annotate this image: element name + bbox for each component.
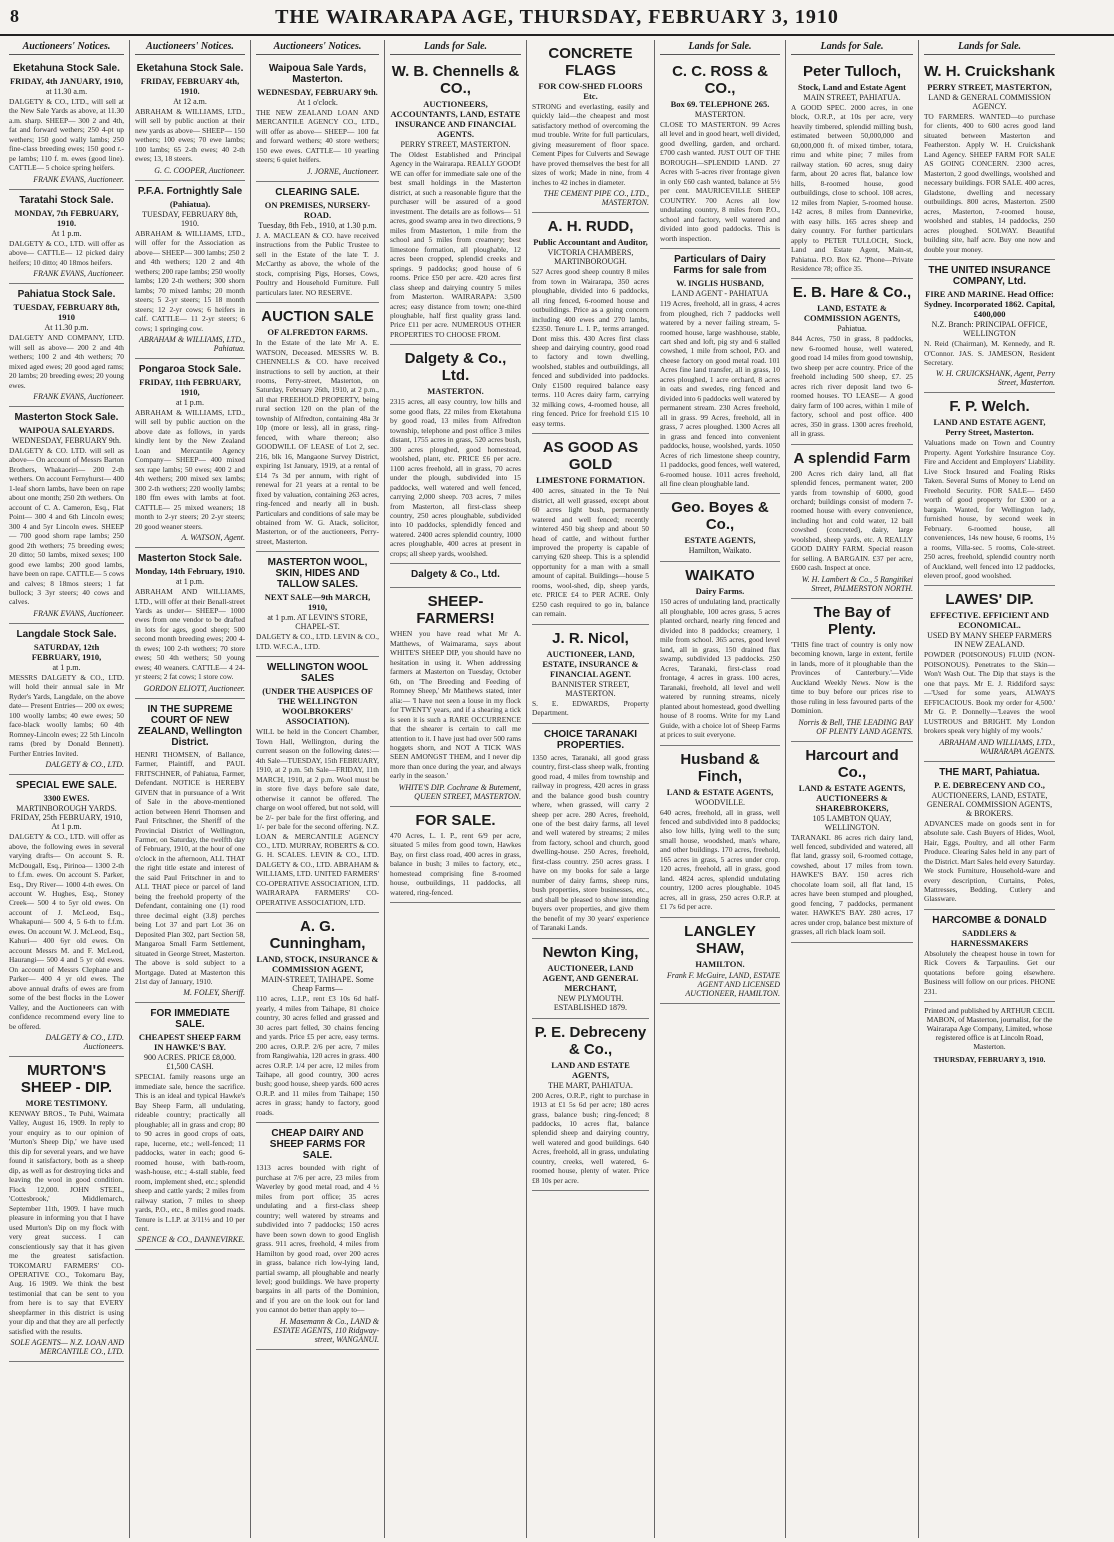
ad-title: Pahiatua Stock Sale. — [17, 289, 116, 301]
advertisement — [390, 564, 521, 588]
advertisement — [791, 279, 913, 444]
ad-body: 'THIS fine tract of country is only now becoming known, large in extent, fertile in lands, more of it ploughable than the Provinces of Canterbury.'—Vide Auckland Weekly News. Now is the time to buy before our prices rise to those ruling in less favoured parts of the Dominion. — [791, 639, 913, 716]
column-header: Auctioneers' Notices. — [9, 40, 124, 55]
advertisement — [924, 762, 1055, 910]
ad-subtitle: AUCTIONEER, LAND AGENT, AND GENERAL MERCHANT, — [542, 962, 639, 993]
ad-title: Dalgety & Co., Ltd. — [404, 350, 507, 385]
ad-body: DALGETY & CO., LTD. LEVIN & CO., LTD. W.F.C.A., LTD. — [256, 632, 379, 651]
column-header: Auctioneers' Notices. — [135, 40, 245, 55]
advertisement — [135, 58, 245, 181]
advertisement — [660, 746, 780, 918]
advertisement — [9, 190, 124, 284]
ad-title: Taratahi Stock Sale. — [19, 194, 114, 206]
ad-subtitle: LAND AND ESTATE AGENT, Perry Street, Masterton. — [933, 417, 1046, 438]
ad-body: In the Estate of the late Mr A. E. WATSON, Deceased. MESSRS W. B. CHENNELLS & CO. have received instructions to sell by auction, at their rooms, Perry-street, Masterton, on Saturday, February 26th, 1910, at 2 p.m., all that FREEHOLD PROPERTY, being rural section 120 on the plan of the township of Alfredton, containing 48a 3r 10p (more or less), all in grass, ring-fenced, with whare thereon; also GOODWILL OF LEASE of Lot 2, sec. 216, blk 16, Mangaone Survey District, expiring 1st January, 1919, at a rental of £14 7s 3d per annum, with right of renewal for 21 years at a rental to be fixed by valuation, containing 263 acres, ring-fenced and nearly all in bush. Particulars and conditions of sale may be obtained from W. G. Atack, solicitor, Masterton, or of the auctioneers, Perry-street, Masterton. — [256, 338, 379, 546]
ad-subtitle: LAND & ESTATE AGENTS, — [666, 786, 774, 797]
ad-body: DALGETY AND COMPANY, LTD. will sell as above— 200 2 and 4th wethers; 100 2 and 4th wethers; 70 mixed aged ewes; 20 good aged rams; 20 lambs; 20 breeding ewes; 20 young ewes. — [9, 333, 124, 390]
advertisement — [924, 586, 1055, 761]
ad-dateline: PERRY STREET, MASTERTON. — [400, 140, 511, 149]
ad-body: ABRAHAM & WILLIAMS, LTD., will offer for the Association as above— SHEEP— 300 lambs; 250 2 and 4th wethers; 120 2 and 4th wethers; 200 rape lambs; 250 woolly lambs; 120 2-th wethers; 300 shorn lambs; 70 mixed lambs; 20 month steers; 5 2-yr steers; 15 18 month steers; 12 2-yr cows; 6 heifers in calf. CATTLE— 11 2-yr steers; 6 cows; 1 springing cow. — [135, 228, 245, 333]
advertisement — [9, 58, 124, 190]
column-1 — [4, 40, 130, 1538]
ad-signature: GORDON ELIOTT, Auctioneer. — [143, 683, 245, 693]
ad-body: DALGETY & CO. LTD. will sell as above— On account of Messrs Barton Brothers, Whakaoriri— 200 2-th wethers. On account Fernyhurst— 400 1-leaf shorn lambs, have been on rape about one month; 250 2th wethers. On account of C. A. Cameron, Esq., Flat Point— 300 4 and 6th Lincoln ewes; 300 4 and 5yr Lincoln ewes. SHEEP— 700 good shorn rape lambs; 250 good 2th wethers; 75 breeding ewes; 20 ditto; 50 lambs, mixed sexes; 100 good ewe lambs; 200 good lambs, have been on rape. CATTLE— 5 cows and calves; 8 18mos steers; 1 fat bullock; 3 3yr steers; 40 cows and calves. — [9, 445, 124, 607]
ad-subtitle: Monday, 14th February, 1910. — [135, 566, 245, 577]
ad-signature: J. JORNE, Auctioneer. — [306, 166, 379, 176]
ad-body: N. Reid (Chairman), M. Kennedy, and R. O'Connor. JAS. S. JAMESON, Resident Secretary. — [924, 339, 1055, 367]
advertisement — [924, 260, 1055, 393]
column-header: Lands for Sale. — [660, 40, 780, 55]
ad-title: MURTON'S SHEEP - DIP. — [20, 1062, 113, 1096]
ad-title: FOR SALE. — [415, 811, 496, 829]
ad-body: 1313 acres bounded with right of purchase at 7/6 per acre, 23 miles from Waverley by good metal road, and 4 ½ miles from port office; 35 acres undulating and a first-class sheep country; well watered by streams and subdivided into 7 paddocks; 150 acres have been sown down to good English grass. 911 acres, freehold, 4 miles from Hamilton by good road, over 200 acres in grass, balance rich low-lying land, partial swamp, all ploughable and nearly level; good buildings. We have property bargains in all parts of the Dominion, and if you are on the look out for land you cannot do better than apply to— — [256, 1163, 379, 1315]
ad-body: HENRI THOMSEN, of Ballance, Farmer, Plaintiff, and PAUL FRITSCHNER, of Pahiatua, Farmer, Defendant. NOTICE is HEREBY GIVEN that in pursuance of a Writ of Sale in the above-mentioned action between Henri Thomsen and Paul Fritschner, the Sheriff of the Provincial District of Wellington, Farmer, on Saturday, the twelfth day of February, 1910, at the hour of one o'clock in the afternoon, ALL THAT the right title estate and interest of the said Paul Fritschner in and to ALL THAT piece or parcel of land being the freehold property of the Defendant, containing one (1) rood three decimal eight (3.8) perches being Lot 37 and part Lot 36 on Deposited Plan 302, part Section 58, Mangaroa Small Farm Settlement, situated in George Street, Masterton. The above is sold subject to a Mortgage. Dated at Masterton this 21st day of January, 1910. — [135, 749, 245, 986]
ad-title: A splendid Farm — [793, 449, 911, 467]
newspaper-columns — [4, 40, 1110, 1538]
ad-subtitle: SATURDAY, 12th FEBRUARY, 1910, — [31, 641, 102, 662]
ad-subtitle: Dairy Farms. — [695, 586, 745, 597]
advertisement — [924, 58, 1055, 260]
ad-subtitle: Public Accountant and Auditor, — [533, 237, 648, 248]
ad-dateline: at 11.30 a.m. — [45, 87, 88, 96]
ad-title: CLEARING SALE. — [275, 186, 360, 198]
ad-title: P.F.A. Fortnightly Sale — [137, 185, 243, 197]
advertisement — [256, 182, 379, 303]
ad-dateline: LAND AGENT - PAHIATUA — [671, 289, 769, 299]
ad-body: 2315 acres, all easy country, low hills and some good flats, 22 miles from Eketahuna by good road, 13 miles from Alfredton township, telephone and post office 3 miles distant, 1755 acres in grass, 520 acres bush, 300 acres ploughed, good homestead, woolshed, plant, etc. PRICE £6 per acre. 1100 acres freehold, all in grass, 70 acres under the plough, subdivided into 15 paddocks, well watered and well fenced, carrying 2,000 sheep. 703 acres, 7 miles from Masterton, all first-class sheep country, 250 acres ploughable, subdivided into 10 paddocks, splendidly fenced and watered. 2400 acres splendid country, 1000 acres ploughable, 400 acres at present in crops; all sheep yards, woolshed. — [390, 397, 521, 558]
ad-subtitle: ON PREMISES, NURSERY-ROAD. — [264, 199, 371, 220]
ad-body: 119 Acres, freehold, all in grass, 4 acres from ploughed, rich 7 paddocks well watered by a never failing stream, 5-roomed house, large washhouse, stable, cart shed and loft, pig sty and 6 stalled cowshed, 1 mile from school, P.O. and cheese factory on good metal road. 101 Acres fine land transfer, all in grass, 10 acres ploughed, 1 acre orchard, 8 acres in oats and swedes, ring fenced and divided into 6 paddocks well watered by permanent stream. 230 Acres freehold, all in grass. 99 Acres, freehold, all in grass, 7 acres ploughed. 1300 Acres all in grass and fenced into convenient paddocks, house, woolshed, yards. 1050 Acres of rich limestone sheep country, 11 paddocks, good fences, well watered, 6-roomed house. 1011 acres freehold, all fine clean ploughable land. — [660, 299, 780, 488]
ad-title: Waipoua Sale Yards, Masterton. — [268, 63, 367, 85]
advertisement — [390, 58, 521, 345]
ad-title: WAIKATO — [685, 567, 755, 585]
ad-body: ABRAHAM AND WILLIAMS, LTD., will offer at their Benall-street Yards as under— SHEEP— 1000 ewes from one vendor to be drafted in lots for ages, good sheep; 500 second month breeding ewes; 200 4-th ewes; 100 2-th wethers; 70 store ewes; 50 4th wethers; 50 young ewes; 40 weaners. CATTLE— 4 24-yr steers; 2 fat cows; 1 store cow. — [135, 587, 245, 682]
ad-title: WELLINGTON WOOL SALES — [267, 662, 368, 685]
advertisement — [135, 699, 245, 1004]
ad-body: MESSRS DALGETY & CO., LTD. will hold their annual sale in Mr Ryder's Yards, Langdale, on the above date— Present Entries— 200 ox ewes; 100 woolly lambs; 40 ewe ewes; 50 face-black woolly lambs; 60 4th Romney-Lincoln ewes; 22 5th Lincoln rams (bred by Donald Bennett). Further Entries Invited. — [9, 672, 124, 758]
ad-subtitle: LAND, STOCK, INSURANCE & COMMISSION AGENT, — [256, 954, 379, 975]
ad-body: POWDER (POISONOUS) FLUID (NON-POISONOUS). Penetrates to the Skin—Won't Wash Out. The Dip that stays is the one that pays. Mr E. J. Riddiford says:—'Used for some years, ALWAYS EFFICACIOUS. Book my order for 4,500.' Mr G. P. Donnelly—'Leaves the wool LUSTROUS and BRIGHT. My London brokers speak very highly of my wools.' — [924, 650, 1055, 736]
ad-dateline: Pahiatua. — [837, 324, 867, 334]
ad-signature: DALGETY & CO., LTD. — [45, 760, 124, 770]
ad-body: 844 Acres, 750 in grass, 8 paddocks, new 6-roomed house, well watered, good road 14 miles from good township, two sheep per acre country. Price of the freehold including 500 sheep, £7. 25 acres rich river deposit land two 6-roomed houses. TO LEASE— A good dairy farm of 100 acres, within 1 mile of factory, school and post office. 400 acres, 350 in grass. 1300 acres freehold, all in grass. — [791, 334, 913, 439]
advertisement — [924, 393, 1055, 586]
ad-title: CONCRETE FLAGS — [548, 45, 633, 79]
ad-body: 200 Acres, O.R.P., right to purchase in 1913 at £1 5s 6d per acre; 180 acres grass, balance bush; ring-fenced; 8 paddocks, 10 acres flat, balance splendid sheep and dairying country, well watered and good buildings. 640 Acres, freehold, all in grass, undulating country, creeks, well watered, 6-roomed house, plenty of water. Price £8 10s per acre. — [532, 1090, 649, 1185]
ad-body: 527 Acres good sheep country 8 miles from town in Wairarapa, 350 acres ploughable, divided into 6 paddocks, all ring fenced, 6-roomed house and outbuildings. Price as a going concern including 400 ewes and 270 lambs, £2350. Tenure L. I. P., terms arranged. Dont miss this. 430 Acres first class sheep and dairying country, good road to factory and town dwelling, woolshed, stables and outbuildings, all fenced and subdivided into paddocks. Only £1500 required balance easy terms. 110 Acres dairy farm, carrying 32 milking cows, 4-roomed house, all ring fenced. Price for freehold £15 10 easy terms. — [532, 267, 649, 428]
ad-title: Newton King, — [542, 943, 639, 961]
ad-dateline: 105 LAMBTON QUAY, WELLINGTON. — [812, 813, 892, 832]
advertisement — [256, 913, 379, 1123]
advertisement — [390, 807, 521, 903]
advertisement — [9, 284, 124, 407]
ad-subtitle: (Pahiatua). — [169, 198, 211, 209]
advertisement — [791, 742, 913, 943]
ad-title: Pongaroa Stock Sale. — [138, 363, 242, 375]
ad-title: P. E. Debreceny & Co., — [534, 1023, 647, 1058]
advertisement — [660, 562, 780, 745]
advertisement — [924, 910, 1055, 1002]
ad-dateline: at 1 p.m. — [176, 577, 204, 587]
ad-subtitle: LAND AND ESTATE AGENTS, — [551, 1059, 630, 1080]
advertisement — [256, 657, 379, 913]
ad-signature: FRANK EVANS, Auctioneer. — [33, 174, 124, 184]
ad-dateline: Tuesday, 8th Feb., 1910, at 1.30 p.m. — [258, 220, 377, 230]
ad-dateline: At 11.30 p.m. — [44, 323, 89, 333]
ad-signature: DALGETY & CO., LTD. Auctioneers. — [45, 1033, 124, 1051]
footer-date: THURSDAY, FEBRUARY 3, 1910. — [933, 1055, 1046, 1065]
ad-dateline: USED BY MANY SHEEP FARMERS IN NEW ZEALAND. — [927, 631, 1052, 650]
ad-title: CHEAP DAIRY AND SHEEP FARMS FOR SALE. — [269, 1128, 366, 1162]
ad-signature: Norris & Bell, THE LEADING BAY OF PLENTY LAND AGENTS. — [798, 717, 913, 736]
ad-dateline: MAIN STREET, PAHIATUA. — [803, 93, 901, 102]
advertisement — [9, 1057, 124, 1362]
advertisement — [135, 181, 245, 359]
ad-signature: SPENCE & CO., DANNEVIRKE. — [137, 1235, 245, 1245]
ad-title: Langdale Stock Sale. — [16, 628, 117, 640]
advertisement — [256, 58, 379, 182]
ad-title: Masterton Stock Sale. — [14, 411, 119, 423]
ad-title: THE MART, Pahiatua. — [939, 766, 1040, 778]
advertisement — [390, 345, 521, 564]
ad-body: A GOOD SPEC. 2000 acres, in one block, O.R.P., at 10s per acre, very heavily timbered, splendid milling bush, estimated between 50,000,000 and 60,000,000 ft. of mixed timber, totara, rimu and white pine; 7 miles from railway station. 60 acres, snug dairy farm, about 20 acres flat, balance low hills, 8-roomed house, good outbuildings, close to school. 108 acres, 12 miles from Napier, 5-roomed house. 142 acres, 8 miles from Dannevirke, with easy hills. 165 acres sheep and dairy country. For further particulars apply to PETER TULLOCH, Stock, Land and Estate Agent, Main-st, Pahiatua. P.O. Box 62. 'Phone—Private Residence 78; office 35. — [791, 103, 913, 273]
ad-subtitle: Box 69. TELEPHONE 265. — [670, 99, 770, 109]
ad-signature: FRANK EVANS, Auctioneer. — [33, 269, 124, 279]
ad-signature: SOLE AGENTS— N.Z. LOAN AND MERCANTILE CO., LTD. — [10, 1338, 124, 1357]
column-6 — [655, 40, 786, 1538]
ad-title: LAWES' DIP. — [945, 591, 1034, 609]
ad-signature: FRANK EVANS, Auctioneer. — [33, 608, 124, 618]
advertisement — [532, 625, 649, 724]
advertisement — [791, 445, 913, 599]
ad-title: LANGLEY SHAW, — [684, 922, 756, 957]
ad-subtitle: FRIDAY, 4th JANUARY, 1910, — [9, 76, 124, 86]
ad-subtitle: AUCTIONEERS, ACCOUNTANTS, LAND, ESTATE INSURANCE AND FINANCIAL AGENTS. — [390, 99, 521, 139]
ad-body: S. E. EDWARDS, Property Department. — [532, 698, 649, 718]
ad-subtitle: CHEAPEST SHEEP FARM IN HAWKE'S BAY. — [138, 1032, 242, 1053]
ad-body: KENWAY BROS., Te Puhi, Waimata Valley, August 16, 1909. In reply to your enquiry as to our opinion of 'Murton's Sheep Dip,' we have used this dip for several years, and we have found it satisfactory, both as a sheep dip, as well as for destroying ticks and leaving the wool in good condition. Flock 12,000. JOHN STEEL, 'Cottesbrook,' Middlemarch, September 11th, 1909. I have much pleasure in informing you that I have used Murton's Dip on my flock with very great success. I can conscientiously say that it has given me the greatest satisfaction. TOKOMARU FARMERS' CO-OPERATIVE CO., Tokomaru Bay, Aug. 16 1909. We think the best testimonial that can be sent to you from here is to say that EVERY sheepfarmer in this district is using your dip and that they are all perfectly satisfied with the results. — [9, 1109, 124, 1336]
ad-signature: W. H. CRUICKSHANK, Agent, Perry Street, Masterton. — [935, 369, 1055, 388]
ad-dateline: at 1 p.m. AT LEVIN'S STORE, CHAPEL-ST. — [267, 613, 368, 632]
ad-subtitle: LAND & ESTATE AGENTS, AUCTIONEERS & SHAREBROKERS, — [798, 782, 906, 813]
ad-subtitle: MASTERTON. — [427, 386, 484, 397]
ad-title: C. C. ROSS & CO., — [672, 63, 768, 97]
ad-subtitle: 3300 EWES. — [43, 793, 90, 804]
advertisement — [532, 213, 649, 434]
ad-subtitle: WAIPOUA SALEYARDS. — [18, 424, 115, 435]
ad-subtitle: NEXT SALE—9th MARCH, 1910, — [264, 592, 371, 613]
column-3 — [251, 40, 385, 1538]
advertisement — [9, 407, 124, 624]
ad-body: TARANAKI. 86 acres rich dairy land, well fenced, subdivided and watered, all flat land, grassy soil, 6-roomed cottage, cowshed, about 17 miles from town. HAWKE'S BAY. 150 acres rich chocolate loam soil, all flat land, 15 acres have been stumped and ploughed, good fencing, 7 paddocks, permanent water. HAWKE'S BAY. 280 acres, 17 acres under crop, balance best mixture of grasses, all rich black loam soil. — [791, 832, 913, 937]
advertisement — [256, 303, 379, 552]
column-header: Lands for Sale. — [924, 40, 1055, 55]
ad-title: Geo. Boyes & Co., — [671, 499, 769, 534]
ad-body: DALGETY & CO., LTD. will offer as above, the following ewes in several varying drafts— On account S. R. McDougall, Esq., Pirinoa— 1300 2-th to f.f.m. ewes. On account S. Parker, Esq., Dry River— 1000 4-th ewes. On account W. Hughes, Esq., Stoney Creek— 500 4 to 5yr old ewes. On account of J. McLeod, Esq., Whakapuni— 500 4, 5 6-th to f.f.m. ewes. On account W. J. McLeod, Esq., Kahuri— 400 6yr old ewes. On account Messrs M. and F. McLeod, Haurangi— 500 4 and 5 yr old ewes. On account of Messrs Clephane and Parker— 400 4 yr old ewes. The above annual drafts of ewes are from some of the best flocks in the Lower Valley, and the Auctioneers can with confidence recommend every line to be offered. — [9, 832, 124, 1031]
ad-body: ADVANCES made on goods sent in for absolute sale. Cash Buyers of Hides, Wool, Hair, Eggs, Poultry, and all other Farm Produce. Clearing Sales held in any part of the District. Mart Sales held every Saturday. We stock Furniture, Household-ware and every description, Curtains, Poles, Mattresses, Bedding, Cutlery and Glassware. — [924, 818, 1055, 904]
ad-body: J. A. MACLEAN & CO. have received instructions from the Public Trustee to sell in the Estate of the late T. J. McCarthy as above, the whole of the stock, comprising Pigs, Horses, Cows, Poultry and Household Furniture. Full particulars later. NO RESERVE. — [256, 230, 379, 297]
ad-signature: THE CEMENT PIPE CO., LTD., MASTERTON. — [543, 189, 649, 208]
ad-body: 640 acres, freehold, all in grass, well fenced and subdivided into 8 paddocks; also low hills, lying well to the sun; small house, woodshed, man's whare, and other buildings. 170 acres, freehold, 165 acres in grass, 5 acres under crop. 120 acres, freehold, all in grass, good land. 4824 acres, splendid undulating country, 1200 acres ploughable. 1045 acres, all in grass, 250 acres O.R.P. at £1 7s 6d per acre. — [660, 807, 780, 912]
advertisement — [135, 548, 245, 699]
advertisement — [660, 58, 780, 249]
ad-signature: WHITE'S DIP. Cochrane & Butement, QUEEN STREET, MASTERTON. — [398, 782, 521, 801]
ad-dateline: MASTERTON. — [694, 110, 746, 119]
ad-dateline: At 12 a.m. — [173, 97, 207, 106]
advertisement — [9, 775, 124, 1057]
ad-dateline: THE MART, PAHIATUA. — [548, 1080, 633, 1090]
ad-subtitle: MORE TESTIMONY. — [25, 1098, 108, 1108]
column-header: Lands for Sale. — [390, 40, 521, 55]
ad-body: DALGETY & CO., LTD. will offer as above— CATTLE— 12 picked dairy heifers; 10 ditto; 40 18mos heifers. — [9, 238, 124, 267]
masthead — [0, 0, 1114, 36]
ad-title: The Bay of Plenty. — [813, 603, 891, 638]
ad-title: AS GOOD AS GOLD — [542, 439, 639, 474]
ad-subtitle: FOR COW-SHED FLOORS Etc. — [538, 81, 643, 101]
ad-title: Eketahuna Stock Sale. — [136, 63, 244, 74]
ad-title: FOR IMMEDIATE SALE. — [150, 1008, 230, 1031]
ad-subtitle: OF ALFREDTON FARMS. — [267, 327, 368, 338]
column-8 — [919, 40, 1060, 1538]
ad-signature: Frank F. McGuire, LAND, ESTATE AGENT AND LICENSED AUCTIONEER, HAMILTON. — [666, 970, 780, 998]
advertisement — [532, 939, 649, 1019]
ad-subtitle: FIRE AND MARINE. Head Office: Sydney. Incorporated 1862. Capital, £400,000 — [924, 289, 1055, 320]
ad-body: 200 Acres rich dairy land, all flat splendid fences, permanent water, 200 yards from township of 6000, good orchard; buildings consist of modern 7-roomed house with every convenience, including hot and cold water, 12 bail cowshed (concreted), dairy, large woolshed, sheep yards, etc. A REALLY GOOD DAIRY FARM. Special reason for selling. A BARGAIN. £37 per acre, £600 cash. Inspect at once. — [791, 468, 913, 573]
ad-body: 1350 acres, Taranaki, all good grass country, first-class sheep walk, fronting good road, 4 miles from township and railway in progress, 420 acres in grass and the balance good bush country where, when grassed, will carry 2 sheep per acre. 280 Acres, freehold, one of the best dairy farms, all level and well watered by streams; 2 miles from factory, school and church, good dwelling-house. 250 Acres, freehold, first-class country. 250 acres grass. I have on my books for sale a large number of dairy farms, sheep runs, bush properties, store businesses, etc., and shall be pleased to show intending buyers over properties, and give them the benefit of my 30 years' experience of Taranaki Lands. — [532, 752, 649, 933]
ad-subtitle: FRIDAY, FEBRUARY 4th, 1910. — [140, 76, 240, 96]
advertisement — [791, 599, 913, 742]
ad-title: A. G. Cunningham, — [269, 918, 366, 953]
ad-title: SHEEP-FARMERS! — [416, 593, 495, 628]
ad-dateline: at 1 p.m. — [52, 662, 81, 672]
advertisement — [532, 1019, 649, 1192]
ad-body: Absolutely the cheapest house in town for Rick Covers & Tarpaulins. Get our quotations before going elsewhere. Business will follow on our prices. PHONE 231. — [924, 948, 1055, 996]
ad-dateline: TUESDAY, FEBRUARY 8th, 1910. — [142, 209, 238, 228]
ad-dateline: WOODVILLE. — [695, 797, 745, 807]
ad-dateline: at 1 p.m. — [176, 397, 204, 407]
advertisement — [532, 724, 649, 939]
ad-dateline: WEDNESDAY, FEBRUARY 9th. — [11, 435, 122, 445]
ad-title: W. H. Cruickshank — [924, 63, 1055, 80]
ad-title: W. B. Chennells & CO., — [391, 63, 520, 97]
advertisement — [532, 40, 649, 213]
ad-dateline: At 1 o'clock. — [297, 98, 338, 107]
ad-signature: ABRAHAM AND WILLIAMS, LTD., WAIRARAPA AGENTS. — [939, 737, 1055, 756]
ad-subtitle: WEDNESDAY, FEBRUARY 9th. — [257, 87, 378, 97]
ad-title: Eketahuna Stock Sale. — [13, 63, 120, 74]
advertisement — [791, 58, 913, 279]
ad-body: ABRAHAM & WILLIAMS, LTD., will sell by public auction on the above date as follows, in yards kindly lent by the New Zealand Loan and Mercantile Agency Company— SHEEP— 400 mixed sex rape lambs; 50 ewes; 400 2 and 4th wethers; 200 mixed sex lambs; 300 2-th wethers; 220 woolly lambs; 180 ffm ewes with lambs at foot. CATTLE— 25 mixed weaners; 18 month to 2-yr steers; 20 2-yr steers; 20 good weaner steers. — [135, 407, 245, 531]
ad-dateline: N.Z. Branch: PRINCIPAL OFFICE, WELLINGTON — [931, 320, 1048, 339]
ad-title: HARCOMBE & DONALD — [932, 914, 1047, 926]
ad-title: AUCTION SALE — [261, 308, 374, 326]
ad-subtitle: FRIDAY, 11th FEBRUARY, 1910, — [139, 376, 241, 397]
advertisement — [256, 552, 379, 657]
column-header: Lands for Sale. — [791, 40, 913, 55]
ad-title: Masterton Stock Sale. — [138, 553, 242, 565]
imprint: Printed and published by ARTHUR CECIL MABON, of Masterton, journalist, for the Wairarapa Age Company, Limited, whose registered office is at Lincoln Road, Masterton. — [924, 1006, 1055, 1052]
ad-body: THE NEW ZEALAND LOAN AND MERCANTILE AGENCY CO., LTD., will offer as above— SHEEP— 100 fat and forward wethers; 40 store wethers; 150 ewe ewes. CATTLE— 10 yearling steers; 6 quiet heifers. — [256, 108, 379, 165]
ad-subtitle: W. INGLIS HUSBAND, — [676, 278, 764, 289]
advertisement — [135, 1003, 245, 1250]
ad-subtitle: EFFECTIVE. EFFICIENT AND ECONOMICAL. — [929, 610, 1050, 631]
ad-signature: ABRAHAM & WILLIAMS, LTD., Pahiatua. — [138, 334, 245, 353]
ad-body: The Oldest Established and Principal Agency in the Wairarapa. REALLY GOOD! WE can offer for immediate sale one of the best small holdings in the Masterton district, at such a reasonable figure that the purchaser will be assured of a good investment. The details are as follows— 51 acres, good swamp area in two directions, 9 miles from Masterton, 1 mile from the school and 5 miles from creamery; best limestone formation, all ploughable, 12 acres been cropped, splendid creeks and springs. 9 paddocks; good house of 6 rooms. Price £50 per acre. 420 acres first class sheep and dairying country 5 miles from Masterton. WAIRARAPA: 3,500 acres; easy distance from town; one-third ploughable, half first quality grass land. Price £11 per acre. NUMEROUS OTHER PROPERTIES TO CHOOSE FROM. — [390, 150, 521, 339]
ad-dateline: At 1 p.m. — [51, 228, 82, 238]
ad-body: Valuations made on Town and Country Property. Agent Yorkshire Insurance Coy. Fire and Accident and Employers' Liability. Live Stock Insured and Foaling Risks Taken. Several Sums of Money to Lend on Freehold Security. FOR SALE— £450 worth of good property for £300 or a bargain. Wanted, for Wellington lady, furnished house, by second week in February. 6-roomed house, all conveniences, 14s new house, 6 rooms, 1½ a rooms, Villa-sec. 5 rooms, Cole-street. 250 acres, freehold, splendid country north of Auckland, well fenced into 12 paddocks, eleven proof, good woolshed. — [924, 438, 1055, 580]
ad-body: CLOSE TO MASTERTON. 99 Acres all level and in good heart, well divided, good dwelling, garden, and orchard. £700 cash wanted. JUST OUT OF THE BOROUGH—SPLENDID LAND. 27 Acres with 5-acres river frontage given in only £60 cash wanted, balance at 5½ per cent. MAURICEVILLE SHEEP COUNTRY. 700 Acres all low undulating country, 8 miles from P.O., school and factory, well watered and divided into good paddocks. This is worth inspection. — [660, 120, 780, 243]
ad-subtitle: SADDLERS & HARNESSMAKERS — [950, 927, 1029, 948]
ad-title: Dalgety & Co., Ltd. — [411, 569, 500, 581]
page-title: THE WAIRARAPA AGE, THURSDAY, FEBRUARY 3, 1910 — [275, 6, 839, 28]
ad-subtitle: AUCTIONEER, LAND, ESTATE, INSURANCE & FINANCIAL AGENT. — [542, 648, 639, 679]
page-number: 8 — [10, 6, 19, 26]
ad-subtitle: P. E. DEBRECENY AND CO., — [934, 779, 1045, 790]
ad-signature: G. C. COOPER, Auctioneer. — [154, 165, 245, 175]
ad-title: Particulars of Dairy Farms for sale from — [673, 254, 767, 277]
advertisement — [256, 1123, 379, 1350]
ad-subtitle: MONDAY, 7th FEBRUARY, 1910. — [14, 207, 119, 228]
ad-body: WILL be held in the Concert Chamber, Town Hall, Wellington, during the current season on the following dates:— 4th Sale—TUESDAY, 15th FEBRUARY, 1910, at 2 p.m. 5th Sale—FRIDAY, 11th MARCH, 1910, at 2 p.m. Wool must be in store five days before sale date, otherwise it cannot be offered. The charge on wool offered, but not sold, will be 2/- per bale for the first offering, and 1/- per bale for the second offering. N.Z. LOAN & MERCANTILE AGENCY CO., LTD. MURRAY, ROBERTS & CO. G. H. SCALES. LEVIN & CO., LTD. DALGETY & CO., LTD. ABRAHAM & WILLIAMS, LTD. UNITED FARMERS' CO-OPERATIVE ASSOCIATION, LTD. WAIRARAPA FARMERS' CO-OPERATIVE ASSOCIATION, LTD. — [256, 727, 379, 907]
ad-signature: H. Masemann & Co., LAND & ESTATE AGENTS, 110 Ridgway-street, WANGANUI. — [273, 1316, 379, 1344]
ad-body: SPECIAL family reasons urge an immediate sale, hence the sacrifice. This is an ideal and typical Hawke's Bay Sheep Farm, all undulating, rideable country; practically all ploughable; all in grass and crop; 80 to 90 acres in good crops of oats, rape, lucerne, etc.; well-fenced; 11 paddocks, water in each; good 6-roomed house, with bath-room, wash-house, etc.; 4-stall stable, feed room, implement shed, etc.; splendid sheep and cattle yards; 2 miles from railway station, 7 miles to sheep yards, P.O., etc., 8 miles good roads. Tenure is L.I.P. at 3/11½ and 10 per cent. — [135, 1072, 245, 1233]
ad-dateline: MAIN-STREET, TAIHAPE. Some Cheap Farms— — [261, 975, 374, 994]
ad-signature: A. WATSON, Agent. — [181, 533, 245, 543]
advertisement — [660, 494, 780, 562]
advertisement — [135, 359, 245, 548]
ad-signature: W. H. Lambert & Co., 5 Rangitikei Street, PALMERSTON NORTH. — [801, 574, 913, 593]
ad-body: WHEN you have read what Mr A. Matthews, of Waimarama, says about WHITE'S SHEEP DIP, you should have no hesitation in using it. When addressing farmers at Masterton on Tuesday, October 6th, on 'The Breeding and Feeding of Romney Sheep,' Mr Matthews stated, inter alia:— 'I have not seen a louse in my flock for TWENTY years, and if a shearing a tick is seen it is such a RARE OCCURRENCE that the shearer is certain to call me attention to it. I have just had over 500 rams hoggets shorn, and NOT A TICK WAS SEEN AMONGST THEM, and I never dip more than once during the year, and always early in the season.' — [390, 629, 521, 781]
ad-title: THE UNITED INSURANCE COMPANY, Ltd. — [928, 265, 1051, 288]
ad-subtitle: PERRY STREET, MASTERTON, — [927, 82, 1052, 92]
advertisement — [390, 588, 521, 807]
ad-title: F. P. Welch. — [949, 398, 1030, 416]
column-4 — [385, 40, 527, 1538]
ad-title: IN THE SUPREME COURT OF NEW ZEALAND, Wellington District. — [137, 703, 243, 748]
advertisement — [532, 434, 649, 625]
ad-body: TO FARMERS. WANTED—to purchase for clients, 400 to 600 acres good land situated between Masterton and Featherston. Apply W. H. Cruickshank Land Agency. SHEEP FARM FOR SALE AS GOING CONCERN. 2300 acres, Masterton, 2 good dwellings, woolshed and necessary buildings. FOR SALE. 400 acres, Gladstone, dwelling and necessary outbuildings. 800 acres, Masterton. 2500 acres, Masterton, 7-roomed house, woolshed and stables, 14 paddocks, 250 acres ploughed. SOLWAY. Beautiful building site, half acre. Buy one now and double your money. — [924, 112, 1055, 254]
ad-subtitle: HAMILTON. — [695, 958, 745, 969]
ad-subtitle: LAND, ESTATE & COMMISSION AGENTS, — [803, 303, 901, 324]
ad-title: Peter Tulloch, — [802, 63, 902, 80]
ad-body: DALGETY & CO., LTD., will sell at the New Sale Yards as above, at 11.30 a.m. sharp. SHEEP— 300 2 and 4th, fat and forward wethers; 250 4-pt up wethers; 150 good wally lambs; 250 fine-class breeding ewes; 150 good r.-pe lambs; 110 f. m. ewes (good line). CATTLE— 5 choice spring heifers. — [9, 97, 124, 173]
column-5 — [527, 40, 655, 1538]
ad-body: 150 acres of undulating land, practically all ploughable, 100 acres grass, 5 acres planted orchard, nearly ring fenced and divided into 8 paddocks; creamery, 1 mile from school. 365 acres, good level land, all in grass, 150 drained flax swamp, subdivided 13 paddocks. 250 Acres, Taranaki, first-class road frontage, 4 acres in grass. 100 acres, Taranaki, freehold, all level and well watered by running streams, nicely planted about homestead, good dwelling house of 8 rooms. Write for my Land Guide, with a choice lot of Sheep Farms at prices to suit everyone. — [660, 597, 780, 740]
ad-dateline: LAND & GENERAL COMMISSION AGENCY. — [928, 93, 1051, 111]
ad-title: Husband & Finch, — [680, 750, 760, 785]
ad-subtitle: ESTATE AGENTS, — [684, 535, 756, 546]
ad-subtitle: TUESDAY, FEBRUARY 8th, 1910 — [13, 302, 120, 323]
ad-title: Harcourt and Co., — [805, 746, 899, 781]
ad-dateline: NEW PLYMOUTH. ESTABLISHED 1879. — [553, 993, 628, 1012]
ad-dateline: MARTINBOROUGH YARDS. FRIDAY, 25th FEBRUARY, 1910, At 1 p.m. — [10, 804, 123, 832]
ad-title: E. B. Hare & Co., — [792, 284, 912, 302]
ad-dateline: AUCTIONEERS, LAND, ESTATE, GENERAL COMMISSION AGENTS, & BROKERS. — [926, 790, 1053, 818]
ad-dateline: VICTORIA CHAMBERS, MARTINBOROUGH. — [547, 248, 634, 267]
ad-title: MASTERTON WOOL, SKIN, HIDES AND TALLOW SALES. — [267, 557, 368, 591]
ad-body: ABRAHAM & WILLIAMS, LTD., will sell by public auction at their new yards as above— SHEEP— 150 wethers; 100 ewes; 70 ewe lambs; 100 lambs; 65 2-th ewes; 40 2-th ewes; 13, 18 steers. — [135, 107, 245, 164]
ad-subtitle: (UNDER THE AUSPICES OF THE WELLINGTON WOOLBROKERS' ASSOCIATION). — [262, 686, 373, 727]
column-7 — [786, 40, 919, 1538]
advertisement — [9, 624, 124, 775]
ad-title: SPECIAL EWE SALE. — [16, 780, 117, 792]
ad-dateline: 900 ACRES. PRICE £8,000. £1,500 CASH. — [143, 1053, 236, 1072]
ad-signature: FRANK EVANS, Auctioneer. — [33, 391, 124, 401]
ad-dateline: Hamilton, Waikato. — [688, 546, 752, 556]
ad-title: CHOICE TARANAKI PROPERTIES. — [543, 728, 638, 751]
ad-dateline: BANNISTER STREET, MASTERTON. — [551, 679, 630, 698]
advertisement — [660, 918, 780, 1004]
ad-body: STRONG and everlasting, easily and quickly laid—the cheapest and most satisfactory method of overcoming the mud trouble. Write for full particulars, giving measurement of floor space. Cement Pipes for Culverts and Sewage have proved themselves the best for all sizes of work; Made in nine, from 4 inches to 42 inches in diameter. — [532, 102, 649, 187]
advertisement — [660, 249, 780, 494]
ad-title: J. R. Nicol, — [552, 629, 629, 647]
ad-body: 400 acres, situated in the Te Nui district, all well grassed, except about 60 acres light bush, permanently watered and well fenced; recently wintered 450 big sheep and about 50 head of cattle, and without further improved the property is capable of carrying 620 sheep. This is a splendid opportunity for a man with a small amount of capital. Buildings—house 5 rooms, wool-shed, dip, sheep yards, etc. PRICE £4 to PER ACRE. Only £250 cash required to go in, balance can remain. — [532, 486, 649, 619]
ad-body: 110 acres, L.I.P., rent £3 10s 6d half-yearly, 4 miles from Taihape, 81 choice country, 30 acres felled and grassed and 30 acres part felled, 30 chains fencing and yards. Price £5 per acre, easy terms. 200 acres, O.R.P. 2/6 per acre, 7 miles from Rangiwahia, 120 acres in grass. 400 acres O.R.P. 1/4 per acre, 12 miles from Taihape, all good country, 300 acres bush; good house, sheep yards. 600 acres O.R.P. and 11 miles from Taihape; 150 acres in grass; handy to factory, good roads. — [256, 994, 379, 1117]
ad-title: A. H. RUDD, — [547, 218, 634, 236]
column-header: Auctioneers' Notices. — [256, 40, 379, 55]
ad-signature: M. FOLEY, Sheriff. — [183, 988, 245, 998]
ad-subtitle: Stock, Land and Estate Agent — [798, 82, 906, 92]
ad-body: 470 Acres, L. I. P., rent 6/9 per acre, situated 5 miles from good town, Hawkes Bay, on first class road, 400 acres in grass, balance in bush; 3 miles to factory, etc., homestead comprising fine 8-roomed house, outbuildings, 11 paddocks, all watered, ring-fenced. — [390, 830, 521, 897]
column-2 — [130, 40, 251, 1538]
ad-subtitle: LIMESTONE FORMATION. — [536, 475, 645, 486]
